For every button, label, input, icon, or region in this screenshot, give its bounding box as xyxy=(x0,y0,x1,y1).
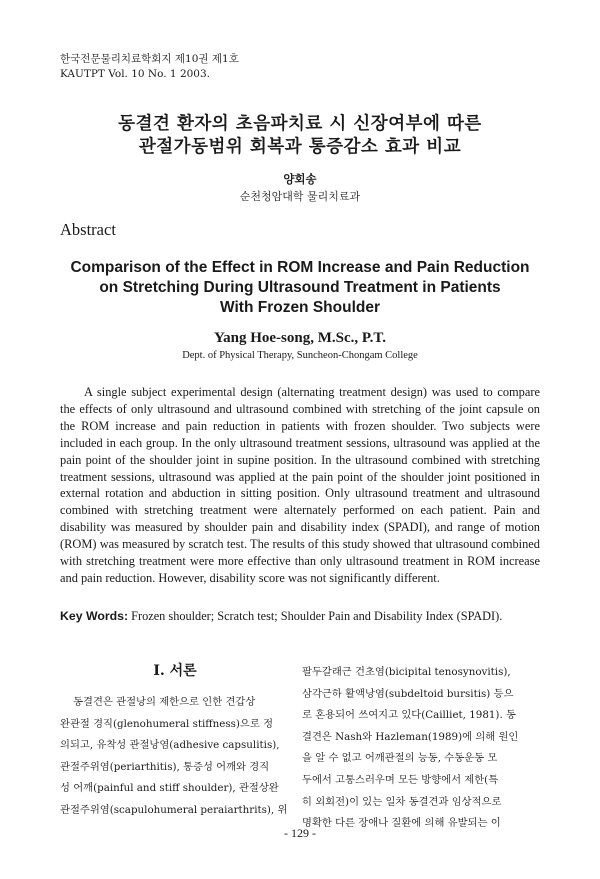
body-line: 성 어깨(painful and stiff shoulder), 관절상완 xyxy=(60,782,279,795)
abstract-body xyxy=(60,384,540,587)
journal-header xyxy=(60,52,239,82)
korean-title-line-1: 동결견 환자의 초음파치료 시 신장여부에 따른 xyxy=(118,114,482,134)
keywords-label: Key Words: xyxy=(60,609,129,623)
korean-author: 양회송 xyxy=(283,172,317,186)
body-line: 을 알 수 없고 어깨관절의 능동, 수동운동 모 xyxy=(302,752,498,765)
english-title-line-3: With Frozen Shoulder xyxy=(219,299,381,316)
body-column-right xyxy=(302,662,540,835)
journal-volume: KAUTPT Vol. 10 No. 1 2003. xyxy=(60,68,211,80)
body-line: 히 외회전)이 있는 일차 동결견과 임상적으로 xyxy=(302,795,502,808)
body-line: 완관절 경직(glenohumeral stiffness)으로 정 xyxy=(60,717,274,730)
section-heading-introduction: Ⅰ. 서론 xyxy=(153,663,197,679)
abstract-heading: Abstract xyxy=(60,220,116,239)
body-line: 삼각근하 활액낭염(subdeltoid bursitis) 등으 xyxy=(302,687,514,700)
body-line: 두에서 고통스러우며 모든 방향에서 제한(특 xyxy=(302,773,499,786)
page-number: - 129 - xyxy=(284,826,316,840)
english-department: Dept. of Physical Therapy, Suncheon-Chongam College xyxy=(182,350,418,361)
body-line: 결견은 Nash와 Hazleman(1989)에 의해 원인 xyxy=(302,730,519,743)
body-line: 의되고, 유착성 관절낭염(adhesive capsulitis), xyxy=(60,739,280,752)
body-line: 팔두갈래근 건초염(bicipital tenosynovitis), xyxy=(302,666,511,678)
body-line: 명확한 다른 장애나 질환에 의해 유발되는 이 xyxy=(302,817,501,830)
body-line: 로 혼용되어 쓰여지고 있다(Cailliet, 1981). 동 xyxy=(302,709,516,722)
korean-affiliation: 순천청암대학 물리치료과 xyxy=(239,190,361,203)
journal-name-korean: 한국전문물리치료학회지 제10권 제1호 xyxy=(60,53,239,65)
english-title-line-2: on Stretching During Ultrasound Treatment in Patients xyxy=(99,279,501,296)
english-author: Yang Hoe-song, M.Sc., P.T. xyxy=(213,330,387,346)
body-line: 동결견은 관절낭의 제한으로 인한 견갑상 xyxy=(60,696,256,708)
body-line: 관절주위염(periarthitis), 통증성 어깨와 경직 xyxy=(60,760,270,773)
abstract-paragraph: A single subject experimental design (alternating treatment design) was used to compare the effects of only ultrasound and ultrasound combined with stretching of the joint capsule on the ROM increase and pain reduction in patients with frozen shoulder. Two subjects were included in each group. In the only ultrasound treatment sessions, ultrasound was applied at the pain point of the shoulder joint in supine position. In the ultrasound combined with stretching treatment sessions, ultrasound was applied at the pain point of the shoulder joint positioned in external rotation and abduction in sitting position. Only ultrasound treatment and ultrasound combined with stretching treatment were alternately performed on each patient. Pain and disability was measured by shoulder pain and disability index (SPADI), and range of motion (ROM) was measured by scratch test. The results of this study showed that ultrasound combined with stretching treatment were more effective than only ultrasound treatment in ROM increase and pain reduction. However, disability score was not significantly different. xyxy=(60,385,540,585)
body-column-left xyxy=(60,692,298,822)
keywords-line xyxy=(60,609,550,624)
body-line: 관절주위염(scapulohumeral peraiarthrits), 위 xyxy=(60,803,288,816)
english-title-line-1: Comparison of the Effect in ROM Increase and Pain Reduction xyxy=(70,259,530,276)
keywords-text: Frozen shoulder; Scratch test; Shoulder Pain and Disability Index (SPADI). xyxy=(128,609,503,623)
korean-title-line-2: 관절가동범위 회복과 통증감소 효과 비교 xyxy=(138,137,462,157)
